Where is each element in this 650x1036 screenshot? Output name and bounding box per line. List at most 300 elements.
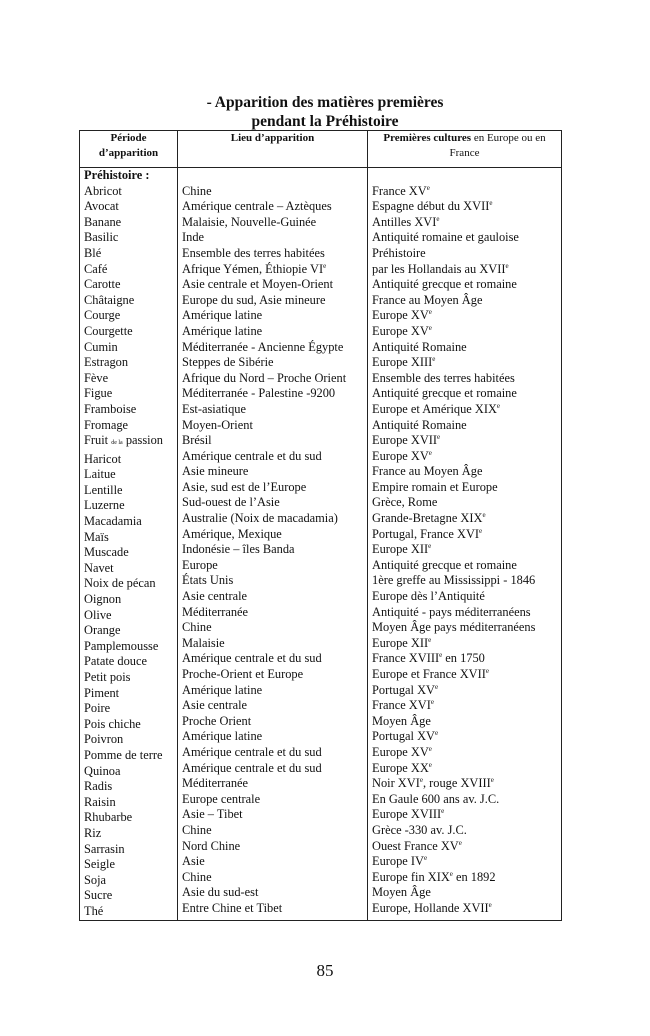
first-culture xyxy=(372,542,557,558)
first-culture xyxy=(372,308,557,324)
plant-name xyxy=(84,779,173,795)
place-text: Europe du sud, Asie mineure xyxy=(182,292,326,307)
plant-name-text: Macadamia xyxy=(84,514,142,529)
culture-superscript: e xyxy=(426,183,430,192)
plants-column xyxy=(80,168,178,921)
culture-superscript: e xyxy=(428,744,432,753)
plant-name-text: Avocat xyxy=(84,199,119,214)
place-of-origin xyxy=(182,199,363,215)
first-culture xyxy=(372,854,557,870)
place-of-origin xyxy=(182,449,363,465)
place-text: Asie xyxy=(182,854,205,869)
plant-name-text: Pomme de terre xyxy=(84,747,163,762)
first-culture xyxy=(372,480,557,496)
first-culture xyxy=(372,340,557,356)
place-of-origin xyxy=(182,340,363,356)
header-period: Période d’apparition xyxy=(80,131,178,168)
culture-superscript-2: e xyxy=(490,776,494,785)
header-place: Lieu d’apparition xyxy=(178,131,368,168)
plant-name-text: Oignon xyxy=(84,592,122,607)
culture-text: Moyen Âge pays méditerranéens xyxy=(372,620,536,635)
place-text: Nord Chine xyxy=(182,838,241,853)
place-of-origin xyxy=(182,308,363,324)
plant-name xyxy=(84,639,173,655)
place-text: Amérique latine xyxy=(182,682,263,697)
place-text: Sud-ouest de l’Asie xyxy=(182,495,280,510)
culture-superscript: e xyxy=(479,526,483,535)
plant-name-text: Riz xyxy=(84,825,102,840)
culture-text: Europe XII xyxy=(372,635,429,650)
plant-name xyxy=(84,483,173,499)
plant-name-text: Poire xyxy=(84,701,111,716)
plant-name xyxy=(84,418,173,434)
culture-text: Empire romain et Europe xyxy=(372,479,498,494)
plant-name-text: Fruit xyxy=(84,433,109,448)
plant-name xyxy=(84,246,173,262)
place-of-origin xyxy=(182,418,363,434)
place-text: Steppes de Sibérie xyxy=(182,355,274,370)
culture-text: Espagne début du XVII xyxy=(372,199,490,214)
place-of-origin xyxy=(182,792,363,808)
plant-name-after: passion xyxy=(125,433,164,448)
first-culture xyxy=(372,714,557,730)
plant-name-text: Raisin xyxy=(84,794,116,809)
culture-superscript: e xyxy=(505,261,509,270)
place-of-origin xyxy=(182,324,363,340)
place-text: Afrique Yémen, Éthiopie VI xyxy=(182,261,324,276)
place-text: Entre Chine et Tibet xyxy=(182,900,283,915)
plant-name-text: Carotte xyxy=(84,277,121,292)
first-culture xyxy=(372,184,557,200)
culture-superscript: e xyxy=(458,838,462,847)
culture-text: Grèce -330 av. J.C. xyxy=(372,822,467,837)
culture-after: en 1750 xyxy=(442,651,485,666)
plant-name-text: Blé xyxy=(84,245,102,260)
culture-superscript: e xyxy=(441,807,445,816)
page-number: 85 xyxy=(316,961,334,980)
place-of-origin xyxy=(182,215,363,231)
culture-text: Europe, Hollande XVII xyxy=(372,900,489,915)
culture-after: en 1892 xyxy=(452,869,496,884)
culture-text: Ouest France XV xyxy=(372,838,459,853)
culture-text: Antiquité Romaine xyxy=(372,417,467,432)
place-text: Proche-Orient et Europe xyxy=(182,667,304,681)
place-text: Asie mineure xyxy=(182,464,249,479)
place-text: Moyen-Orient xyxy=(182,417,253,432)
culture-text: Europe XIII xyxy=(372,355,433,370)
place-text: Méditerranée xyxy=(182,776,249,791)
culture-superscript: e xyxy=(496,401,501,410)
plant-name xyxy=(84,514,173,530)
place-of-origin xyxy=(182,495,363,511)
column-spacer xyxy=(372,168,557,184)
first-culture xyxy=(372,199,557,215)
plant-name-text: Maïs xyxy=(84,529,109,544)
culture-text: France au Moyen Âge xyxy=(372,292,483,307)
culture-text: Noir XVI xyxy=(372,776,420,791)
plant-name xyxy=(84,371,173,387)
plant-name xyxy=(84,576,173,592)
plant-name xyxy=(84,795,173,811)
culture-superscript: e xyxy=(428,323,432,332)
place-text: Indonésie – îles Banda xyxy=(182,542,295,557)
place-text: États Unis xyxy=(182,573,234,588)
culture-superscript: e xyxy=(437,432,441,441)
place-text: Europe xyxy=(182,557,218,572)
culture-superscript: e xyxy=(449,869,453,878)
culture-text: Portugal XV xyxy=(372,729,435,744)
culture-after: , rouge XVIII xyxy=(422,776,491,791)
place-of-origin xyxy=(182,761,363,777)
plant-name-text: Abricot xyxy=(84,183,122,198)
plant-name-text: Figue xyxy=(84,386,113,401)
culture-superscript: e xyxy=(434,729,439,738)
first-culture xyxy=(372,511,557,527)
plant-name-text: Thé xyxy=(84,903,104,918)
plant-name-text: Navet xyxy=(84,560,114,575)
plant-name xyxy=(84,873,173,889)
first-culture xyxy=(372,433,557,449)
first-culture xyxy=(372,449,557,465)
plant-name-text: Olive xyxy=(84,607,112,622)
plant-name xyxy=(84,904,173,920)
first-culture xyxy=(372,823,557,839)
culture-text: Europe et Amérique XIX xyxy=(372,401,497,416)
culture-text: Grèce, Rome xyxy=(372,495,438,510)
culture-text: Antiquité - pays méditerranéens xyxy=(372,604,531,619)
culture-text: Europe XV xyxy=(372,448,429,463)
title-line-1: - Apparition des matières premières xyxy=(206,94,444,111)
culture-superscript: e xyxy=(428,308,432,317)
place-text: Amérique latine xyxy=(182,729,263,744)
table-body-row xyxy=(80,168,562,921)
place-of-origin xyxy=(182,823,363,839)
place-of-origin xyxy=(182,885,363,901)
culture-text: Antilles XVI xyxy=(372,214,437,229)
plant-name xyxy=(84,277,173,293)
plant-name-text: Pois chiche xyxy=(84,716,141,731)
culture-superscript: e xyxy=(434,682,439,691)
place-of-origin xyxy=(182,542,363,558)
header-first-cultures-rest: en Europe ou en France xyxy=(449,132,546,159)
plant-name xyxy=(84,623,173,639)
place-text: Amérique latine xyxy=(182,323,263,338)
plant-name xyxy=(84,324,173,340)
plant-name-text: Fromage xyxy=(84,417,129,432)
place-text: Méditerranée xyxy=(182,604,249,619)
place-of-origin xyxy=(182,901,363,917)
first-culture xyxy=(372,355,557,371)
place-text: Asie centrale xyxy=(182,698,248,713)
culture-text: Antiquité grecque et romaine xyxy=(372,277,517,292)
first-culture xyxy=(372,573,557,589)
plant-name xyxy=(84,355,173,371)
culture-text: Portugal XV xyxy=(372,682,435,697)
plant-name-text: Sarrasin xyxy=(84,841,125,856)
plant-name xyxy=(84,764,173,780)
culture-text: France XVIII xyxy=(372,651,440,666)
first-culture xyxy=(372,495,557,511)
first-culture xyxy=(372,807,557,823)
place-text: Amérique centrale et du sud xyxy=(182,744,322,759)
place-of-origin xyxy=(182,729,363,745)
culture-superscript: e xyxy=(485,666,489,675)
first-culture xyxy=(372,230,557,246)
plant-name-text: Sucre xyxy=(84,888,113,903)
first-culture xyxy=(372,667,557,683)
plant-name xyxy=(84,184,173,200)
cultures-column xyxy=(368,168,562,921)
plant-name xyxy=(84,654,173,670)
place-of-origin xyxy=(182,807,363,823)
culture-text: Europe XV xyxy=(372,744,429,759)
place-text: Amérique centrale et du sud xyxy=(182,760,322,775)
culture-superscript: e xyxy=(430,698,434,707)
place-of-origin xyxy=(182,293,363,309)
place-of-origin xyxy=(182,620,363,636)
plant-name-text: Fève xyxy=(84,370,109,385)
place-of-origin xyxy=(182,667,363,683)
culture-superscript: e xyxy=(482,510,486,519)
place-of-origin xyxy=(182,558,363,574)
place-text: Amérique latine xyxy=(182,308,263,323)
plant-name-text: Laitue xyxy=(84,467,116,482)
culture-superscript: e xyxy=(432,355,436,363)
first-culture xyxy=(372,386,557,402)
culture-superscript: e xyxy=(428,760,432,769)
first-culture xyxy=(372,839,557,855)
plant-name xyxy=(84,686,173,702)
place-text: Asie – Tibet xyxy=(182,807,243,822)
plant-name xyxy=(84,467,173,483)
place-text: Malaisie xyxy=(182,635,225,650)
place-text: Brésil xyxy=(182,433,212,448)
place-of-origin xyxy=(182,262,363,278)
culture-superscript: e xyxy=(423,854,428,862)
plant-name-small: de la xyxy=(111,440,123,447)
place-text: Est-asiatique xyxy=(182,401,246,416)
first-culture xyxy=(372,885,557,901)
place-of-origin xyxy=(182,355,363,371)
culture-superscript: e xyxy=(489,199,493,208)
culture-text: Europe XVIII xyxy=(372,807,442,822)
place-of-origin xyxy=(182,683,363,699)
plant-name xyxy=(84,717,173,733)
culture-text: Europe IV xyxy=(372,854,424,869)
plant-name xyxy=(84,293,173,309)
first-culture xyxy=(372,745,557,761)
first-culture xyxy=(372,636,557,652)
plant-name-text: Haricot xyxy=(84,451,122,466)
plant-name xyxy=(84,402,173,418)
place-of-origin xyxy=(182,839,363,855)
plant-name xyxy=(84,748,173,764)
culture-text: Antiquité grecque et romaine xyxy=(372,386,517,401)
first-culture xyxy=(372,651,557,667)
column-spacer xyxy=(182,168,363,184)
plant-name-text: Patate douce xyxy=(84,654,147,669)
plant-name-text: Cumin xyxy=(84,339,118,354)
culture-text: Grande-Bretagne XIX xyxy=(372,511,483,526)
plant-name-text: Radis xyxy=(84,779,113,794)
plant-name-text: Luzerne xyxy=(84,498,125,513)
first-culture xyxy=(372,683,557,699)
first-culture xyxy=(372,262,557,278)
first-culture xyxy=(372,558,557,574)
place-text: Chine xyxy=(182,822,212,837)
places-column xyxy=(178,168,368,921)
culture-superscript: e xyxy=(439,651,443,660)
plant-name xyxy=(84,857,173,873)
plant-name-text: Seigle xyxy=(84,857,115,872)
culture-text: Moyen Âge xyxy=(372,885,431,900)
place-of-origin xyxy=(182,386,363,402)
plant-name xyxy=(84,433,173,452)
place-of-origin xyxy=(182,402,363,418)
plant-name-text: Banane xyxy=(84,214,122,229)
first-culture xyxy=(372,246,557,262)
place-of-origin xyxy=(182,698,363,714)
plant-name xyxy=(84,386,173,402)
place-of-origin xyxy=(182,480,363,496)
place-text: Méditerranée - Ancienne Égypte xyxy=(182,339,344,354)
plant-name xyxy=(84,670,173,686)
place-of-origin xyxy=(182,854,363,870)
plant-name-text: Petit pois xyxy=(84,670,131,684)
plant-name-text: Soja xyxy=(84,872,107,887)
plant-name-text: Framboise xyxy=(84,401,137,416)
place-text: Asie centrale xyxy=(182,589,248,604)
plant-name-text: Quinoa xyxy=(84,763,121,778)
place-text: Asie du sud-est xyxy=(182,885,259,900)
culture-text: Europe fin XIX xyxy=(372,869,450,884)
place-of-origin xyxy=(182,714,363,730)
culture-superscript: e xyxy=(428,448,432,457)
culture-text: En Gaule 600 ans av. J.C. xyxy=(372,791,500,806)
place-text: Asie centrale et Moyen-Orient xyxy=(182,277,334,292)
culture-text: France XV xyxy=(372,183,427,198)
first-culture xyxy=(372,729,557,745)
place-text: Afrique du Nord – Proche Orient xyxy=(182,370,347,385)
plant-name-text: Café xyxy=(84,261,108,276)
plant-name xyxy=(84,810,173,826)
place-text: Chine xyxy=(182,183,212,198)
plant-name xyxy=(84,545,173,561)
place-text: Europe centrale xyxy=(182,791,261,806)
plant-name xyxy=(84,498,173,514)
culture-text: Antiquité romaine et gauloise xyxy=(372,230,519,245)
plant-name-text: Piment xyxy=(84,685,120,700)
place-text: Amérique, Mexique xyxy=(182,526,282,541)
place-text: Proche Orient xyxy=(182,713,252,728)
plant-name xyxy=(84,308,173,324)
place-of-origin xyxy=(182,589,363,605)
place-of-origin xyxy=(182,184,363,200)
plant-name xyxy=(84,561,173,577)
first-culture xyxy=(372,527,557,543)
culture-text: Europe XV xyxy=(372,308,429,323)
first-culture xyxy=(372,605,557,621)
culture-text: Moyen Âge xyxy=(372,713,431,728)
place-of-origin xyxy=(182,527,363,543)
place-of-origin xyxy=(182,870,363,886)
plant-name xyxy=(84,592,173,608)
place-text: Malaisie, Nouvelle-Guinée xyxy=(182,214,317,229)
plant-name-text: Pamplemousse xyxy=(84,638,159,653)
culture-text: Europe XX xyxy=(372,760,429,775)
first-culture xyxy=(372,464,557,480)
first-culture xyxy=(372,870,557,886)
plant-name xyxy=(84,701,173,717)
place-text: Australie (Noix de macadamia) xyxy=(182,511,338,526)
first-culture xyxy=(372,215,557,231)
place-text: Chine xyxy=(182,869,212,884)
table-header-row xyxy=(80,131,562,168)
plant-name xyxy=(84,340,173,356)
place-of-origin xyxy=(182,464,363,480)
culture-text: Europe XVII xyxy=(372,433,438,448)
culture-superscript: e xyxy=(428,542,432,551)
plant-name xyxy=(84,608,173,624)
culture-text: Préhistoire xyxy=(372,245,426,260)
plant-name-text: Poivron xyxy=(84,732,124,747)
place-of-origin xyxy=(182,371,363,387)
culture-superscript: e xyxy=(419,776,423,785)
place-text: Amérique centrale et du sud xyxy=(182,651,322,666)
place-of-origin xyxy=(182,651,363,667)
first-culture xyxy=(372,589,557,605)
plant-name-text: Châtaigne xyxy=(84,292,135,307)
culture-superscript: e xyxy=(428,635,432,644)
culture-superscript: e xyxy=(488,900,492,909)
origins-table xyxy=(79,130,562,921)
plant-name xyxy=(84,530,173,546)
place-of-origin xyxy=(182,776,363,792)
first-culture xyxy=(372,371,557,387)
place-of-origin xyxy=(182,605,363,621)
place-superscript: e xyxy=(323,261,327,270)
place-of-origin xyxy=(182,277,363,293)
plant-name-text: Orange xyxy=(84,623,121,638)
first-culture xyxy=(372,620,557,636)
culture-text: Europe XV xyxy=(372,323,429,338)
plant-name-text: Courge xyxy=(84,308,121,323)
first-culture xyxy=(372,776,557,792)
first-culture xyxy=(372,324,557,340)
page-title xyxy=(0,93,650,131)
place-of-origin xyxy=(182,246,363,262)
place-of-origin xyxy=(182,745,363,761)
plant-name xyxy=(84,826,173,842)
culture-text: par les Hollandais au XVII xyxy=(372,261,506,276)
plant-name-text: Muscade xyxy=(84,545,129,560)
first-culture xyxy=(372,418,557,434)
place-of-origin xyxy=(182,230,363,246)
plant-name xyxy=(84,262,173,278)
place-text: Méditerranée - Palestine -9200 xyxy=(182,386,336,401)
culture-text: France au Moyen Âge xyxy=(372,464,483,479)
place-of-origin xyxy=(182,636,363,652)
place-text: Ensemble des terres habitées xyxy=(182,245,325,260)
header-first-cultures-bold: Premières cultures xyxy=(383,132,472,144)
culture-text: France XVI xyxy=(372,698,431,713)
plant-name xyxy=(84,230,173,246)
culture-text: Portugal, France XVI xyxy=(372,526,480,541)
plant-name xyxy=(84,199,173,215)
culture-text: Antiquité grecque et romaine xyxy=(372,557,517,572)
place-text: Chine xyxy=(182,620,212,635)
place-text: Inde xyxy=(182,230,205,245)
